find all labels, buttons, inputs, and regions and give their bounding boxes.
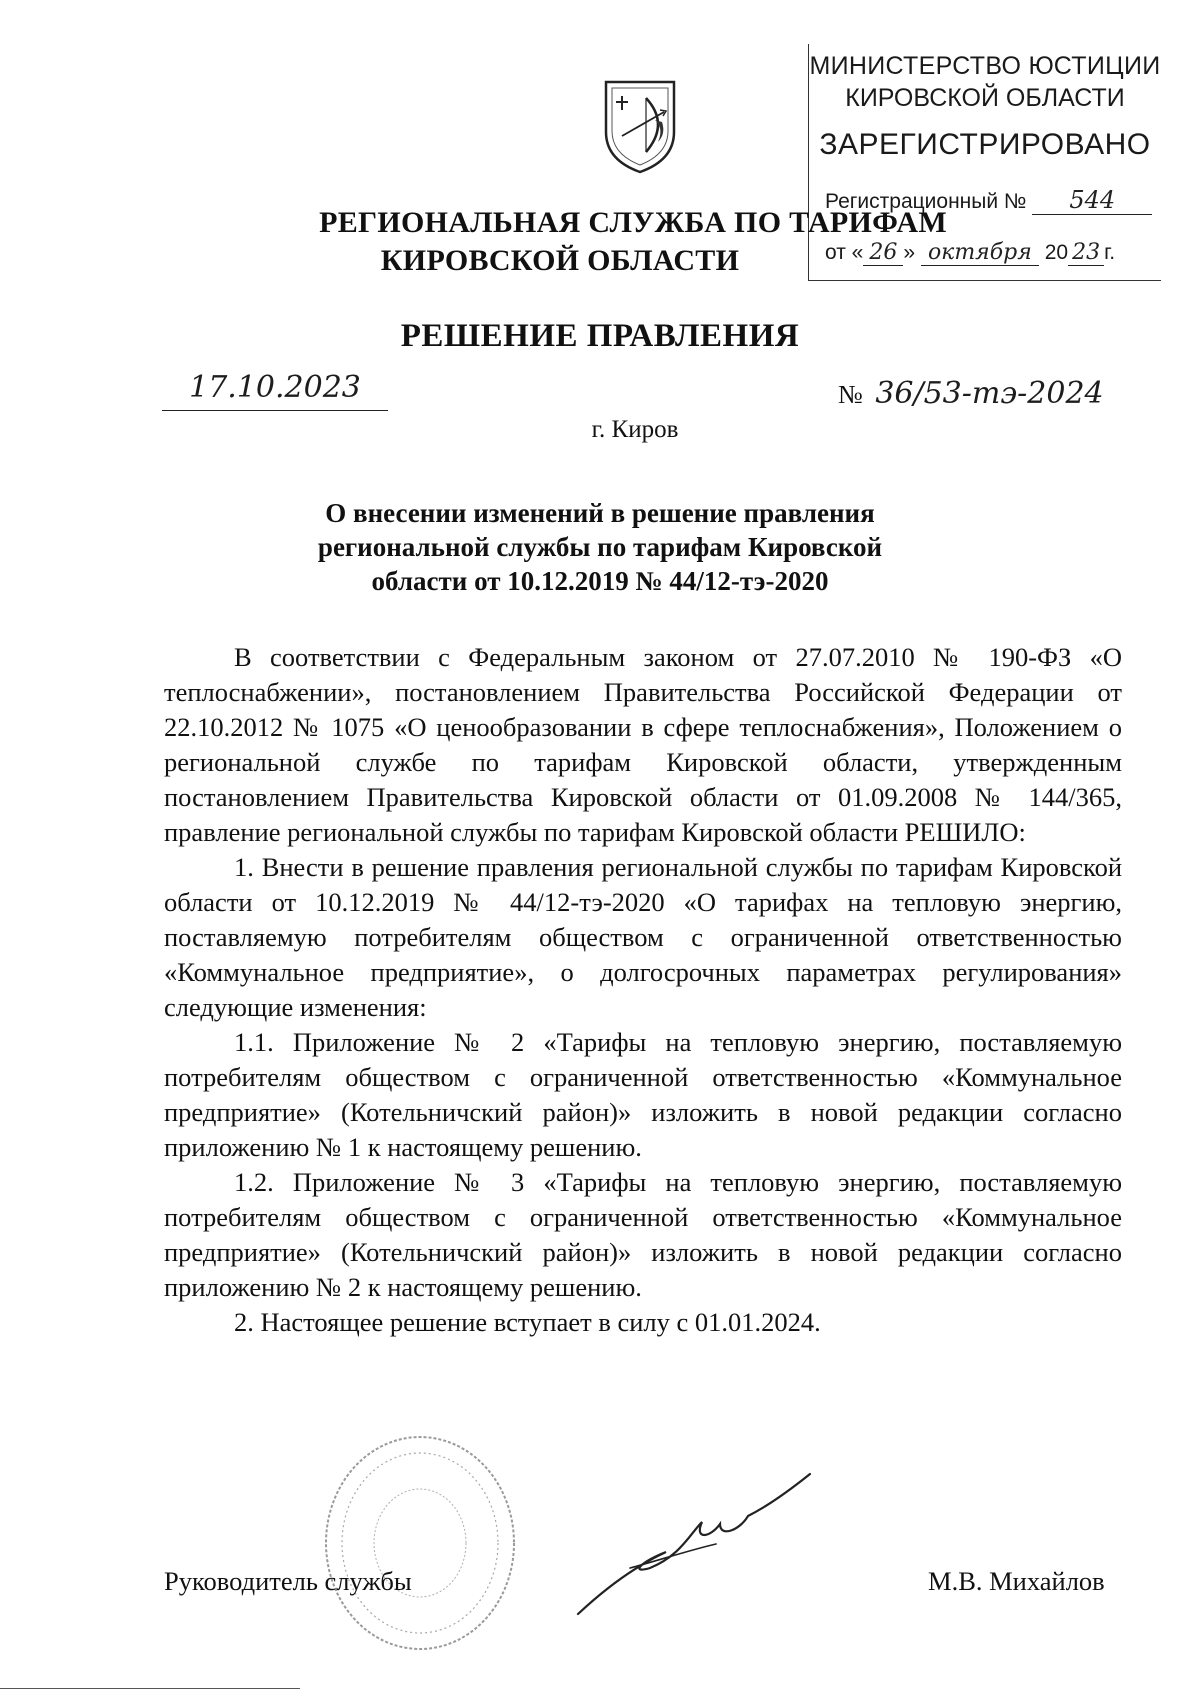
number-label: № [838, 380, 863, 409]
footer-divider [0, 1688, 300, 1689]
stamp-date-sep: » [903, 241, 916, 264]
stamp-date-day: 26 [863, 240, 903, 266]
kirov-coat-of-arms-icon [600, 76, 680, 176]
stamp-region-line: КИРОВСКОЙ ОБЛАСТИ [845, 84, 1125, 112]
org-name-line2: КИРОВСКОЙ ОБЛАСТИ [380, 244, 740, 277]
stamp-date-suffix: г. [1104, 241, 1116, 264]
body-item-2: 2. Настоящее решение вступает в силу с 01.01.2024. [234, 1307, 821, 1337]
signatory-title: Руководитель службы [164, 1566, 412, 1596]
signatory-name: М.В. Михайлов [928, 1566, 1105, 1596]
body-item-1: 1. Внести в решение правления региональной службы по тарифам Кировской области от 10.12.2019 № 44/12-тэ-2020 «О тарифах на тепловую энергию, поставляемую потребителям обществом с ограниченной ответственностью «Коммунальное предприятие», о долгосрочных параметрах регулирования» следующие изменения: [164, 852, 1122, 1022]
stamp-reg-number: 544 [1032, 186, 1152, 215]
body-item-1-1: 1.1. Приложение № 2 «Тарифы на тепловую энергию, поставляемую потребителям обществом с ограниченной ответственностью «Коммунальное предприятие» (Котельничский район)» изложить в новой редакции согласно приложению № 1 к настоящему решению. [164, 1027, 1122, 1162]
org-name-line1: РЕГИОНАЛЬНАЯ СЛУЖБА ПО ТАРИФАМ [319, 206, 947, 239]
city-name: г. Киров [591, 416, 679, 443]
stamp-ministry-line: МИНИСТЕРСТВО ЮСТИЦИИ [809, 52, 1161, 80]
document-body [164, 640, 1122, 1340]
subject-line-1: О внесении изменений в решение правления [325, 498, 875, 528]
body-item-1-2: 1.2. Приложение № 3 «Тарифы на тепловую энергию, поставляемую потребителям обществом с ограниченной ответственностью «Коммунальное предприятие» (Котельничский район)» изложить в новой редакции согласно приложению № 2 к настоящему решению. [164, 1167, 1122, 1302]
subject-line-2: региональной службы по тарифам Кировской [317, 532, 883, 562]
stamp-status: ЗАРЕГИСТРИРОВАНО [819, 128, 1151, 161]
decision-number-block [838, 376, 1104, 411]
document-subject [0, 496, 1200, 598]
subject-line-3: области от 10.12.2019 № 44/12-тэ-2020 [371, 566, 829, 596]
stamp-reg-label: Регистрационный № [825, 190, 1027, 213]
document-type-title: РЕШЕНИЕ ПРАВЛЕНИЯ [400, 318, 800, 354]
stamp-date-year-prefix: 20 [1044, 241, 1069, 264]
signature-row [0, 1566, 1200, 1626]
decision-date: 17.10.2023 [162, 370, 388, 411]
decision-number: 36/53-тэ-2024 [875, 376, 1104, 411]
stamp-date-prefix: от « [825, 241, 864, 264]
stamp-date-year: 23 [1068, 240, 1104, 266]
stamp-date-month: октября [921, 240, 1039, 266]
body-preamble: В соответствии с Федеральным законом от 27.07.2010 № 190-ФЗ «О теплоснабжении», постановлением Правительства Российской Федерации от 22.10.2012 № 1075 «О ценообразовании в сфере теплоснабжения», Положением о региональной службе по тарифам Кировской области, утвержденным постановлением Правительства Кировской области от 01.09.2008 № 144/365, правление региональной службы по тарифам Кировской области РЕШИЛО: [164, 642, 1122, 847]
